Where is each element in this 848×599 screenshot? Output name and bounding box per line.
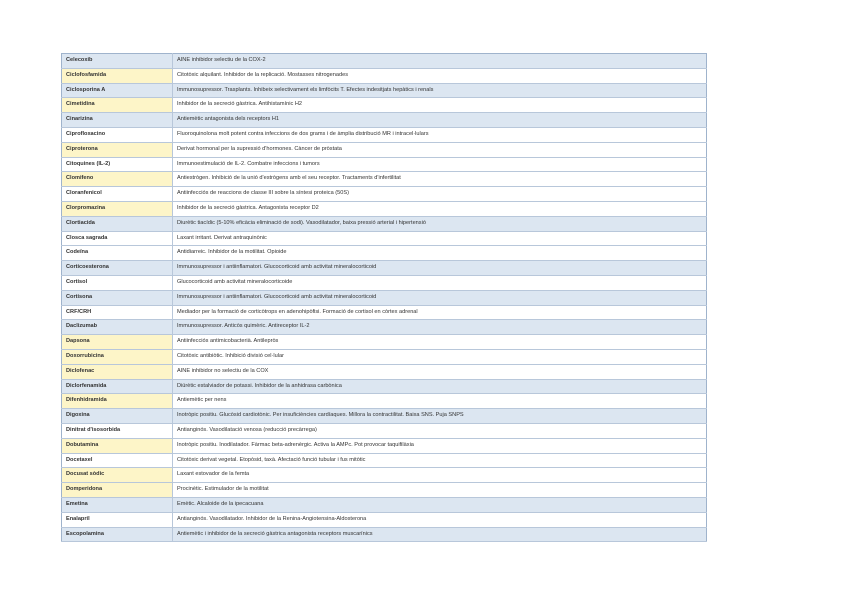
table-row bbox=[62, 201, 707, 216]
drug-name-cell: Cortisol bbox=[62, 275, 173, 290]
drug-description-cell: Diürètic estalviador de potassi. Inhibidor de la anhidrasa carbònica bbox=[173, 379, 707, 394]
drug-name-cell: Cimetidina bbox=[62, 98, 173, 113]
drug-name-cell: Ciclosporina A bbox=[62, 83, 173, 98]
drug-table bbox=[61, 53, 707, 542]
table-row bbox=[62, 335, 707, 350]
drug-description-cell: Citotòxic alquilant. Inhibidor de la replicació. Mostasses nitrogenades bbox=[173, 68, 707, 83]
drug-name-cell: Clortiacida bbox=[62, 216, 173, 231]
drug-description-cell: Emètic. Alcaloide de la ipecacuana bbox=[173, 497, 707, 512]
table-row bbox=[62, 187, 707, 202]
drug-table-body bbox=[62, 54, 707, 542]
drug-name-cell: Dobutamina bbox=[62, 438, 173, 453]
drug-description-cell: Inhibidor de la secreció gàstrica. Antagonista receptor D2 bbox=[173, 201, 707, 216]
table-row bbox=[62, 261, 707, 276]
drug-description-cell: Antiestrògen. Inhibició de la unió d'estrògens amb el seu receptor. Tractaments d'infertilitat bbox=[173, 172, 707, 187]
drug-name-cell: Doxorrubicina bbox=[62, 349, 173, 364]
drug-description-cell: Antidiarreic. Inhibidor de la motilitat. Opioide bbox=[173, 246, 707, 261]
drug-description-cell: Derivat hormonal per la supressió d'hormones. Càncer de pròstata bbox=[173, 142, 707, 157]
table-row bbox=[62, 54, 707, 69]
drug-name-cell: Emetina bbox=[62, 497, 173, 512]
drug-description-cell: Mediador per la formació de corticòtrops en adenohipòfisi. Formació de cortisol en còrtex adrenal bbox=[173, 305, 707, 320]
drug-name-cell: Escopolamina bbox=[62, 527, 173, 542]
drug-description-cell: Fluoroquinolona molt potent contra infeccions de dos grams i de àmplia distribució MR i intracel·lulars bbox=[173, 127, 707, 142]
table-row bbox=[62, 438, 707, 453]
table-row bbox=[62, 127, 707, 142]
table-row bbox=[62, 394, 707, 409]
drug-name-cell: Difenhidramida bbox=[62, 394, 173, 409]
drug-description-cell: Inotròpic positiu. Inodilatador. Fàrmac beta-adrenèrgic. Activa la AMPc. Pot provocar taquifilàxia bbox=[173, 438, 707, 453]
table-row bbox=[62, 83, 707, 98]
drug-name-cell: Digoxina bbox=[62, 409, 173, 424]
table-row bbox=[62, 157, 707, 172]
drug-description-cell: Antianginós. Vasodilatador. Inhibidor de la Renina-Angiotensina-Aldosterona bbox=[173, 512, 707, 527]
drug-description-cell: Citotòxic derivat vegetal. Etopòsid, taxà. Afectació funció tubular i fus mitòtic bbox=[173, 453, 707, 468]
table-row bbox=[62, 320, 707, 335]
drug-name-cell: Docetaxel bbox=[62, 453, 173, 468]
drug-name-cell: Closca sagrada bbox=[62, 231, 173, 246]
table-row bbox=[62, 231, 707, 246]
drug-description-cell: Immunosupressor i antiinflamatori. Glucocorticoid amb activitat mineralocorticoid bbox=[173, 261, 707, 276]
drug-description-cell: Laxant estovador de la femta bbox=[173, 468, 707, 483]
table-row bbox=[62, 68, 707, 83]
table-row bbox=[62, 379, 707, 394]
drug-name-cell: Ciprofloxacino bbox=[62, 127, 173, 142]
drug-name-cell: Celecoxib bbox=[62, 54, 173, 69]
drug-name-cell: Ciproterona bbox=[62, 142, 173, 157]
drug-name-cell: Clorpromazina bbox=[62, 201, 173, 216]
drug-description-cell: Antiemètic per nens bbox=[173, 394, 707, 409]
drug-description-cell: Inotròpic positiu. Glucòsid cardiotònic. Per insuficiències cardíaques. Millora la contractilitat. Baixa SNS. Puja SNPS bbox=[173, 409, 707, 424]
table-row bbox=[62, 305, 707, 320]
table-row bbox=[62, 349, 707, 364]
table-row bbox=[62, 142, 707, 157]
table-row bbox=[62, 364, 707, 379]
drug-description-cell: Immunosupressor. Trasplants. Inhibeix selectivament els limfòcits T. Efectes indesitjats hepàtics i renals bbox=[173, 83, 707, 98]
drug-name-cell: Daclizumab bbox=[62, 320, 173, 335]
drug-description-cell: Inhibidor de la secreció gàstrica. Antihistamínic H2 bbox=[173, 98, 707, 113]
table-row bbox=[62, 290, 707, 305]
drug-description-cell: Glucocorticoid amb activitat mineralocorticoide bbox=[173, 275, 707, 290]
drug-name-cell: Codeïna bbox=[62, 246, 173, 261]
table-row bbox=[62, 246, 707, 261]
drug-name-cell: Corticoesterona bbox=[62, 261, 173, 276]
drug-description-cell: Antiinfecciós antimicobacterià. Antilepròs bbox=[173, 335, 707, 350]
table-row bbox=[62, 172, 707, 187]
table-row bbox=[62, 275, 707, 290]
drug-description-cell: Immunosupressor i antiinflamatori. Glucocorticoid amb activitat mineralocorticoid bbox=[173, 290, 707, 305]
drug-description-cell: Immunosupressor. Anticòs quimèric. Antireceptor IL-2 bbox=[173, 320, 707, 335]
table-row bbox=[62, 483, 707, 498]
table-row bbox=[62, 423, 707, 438]
drug-name-cell: Cortisona bbox=[62, 290, 173, 305]
drug-description-cell: Antiemètic antagonista dels receptors H1 bbox=[173, 113, 707, 128]
drug-name-cell: Citoquines (IL-2) bbox=[62, 157, 173, 172]
drug-description-cell: Antiemètic i inhibidor de la secreció gàstrica antagonista receptors muscarínics bbox=[173, 527, 707, 542]
drug-description-cell: Citotòxic antibiòtic. Inhibició divisió cel·lular bbox=[173, 349, 707, 364]
drug-name-cell: Dinitrat d'isosorbida bbox=[62, 423, 173, 438]
drug-description-cell: Immunoestimulació de IL-2. Combatre infeccions i tumors bbox=[173, 157, 707, 172]
drug-description-cell: AINE inhibidor selectiu de la COX-2 bbox=[173, 54, 707, 69]
table-row bbox=[62, 113, 707, 128]
drug-name-cell: Dapsona bbox=[62, 335, 173, 350]
table-row bbox=[62, 527, 707, 542]
drug-description-cell: AINE inhibidor no selectiu de la COX bbox=[173, 364, 707, 379]
drug-description-cell: Procinètic. Estimulador de la motilitat bbox=[173, 483, 707, 498]
drug-name-cell: CRF/CRH bbox=[62, 305, 173, 320]
drug-description-cell: Antianginós. Vasodilatació venosa (reducció precàrrega) bbox=[173, 423, 707, 438]
drug-description-cell: Antiinfecciós de reaccions de classe III sobre la síntesi proteica (50S) bbox=[173, 187, 707, 202]
drug-name-cell: Domperidona bbox=[62, 483, 173, 498]
table-row bbox=[62, 216, 707, 231]
drug-name-cell: Docusat sòdic bbox=[62, 468, 173, 483]
drug-description-cell: Laxant irritant. Derivat antraquinònic bbox=[173, 231, 707, 246]
table-row bbox=[62, 409, 707, 424]
drug-name-cell: Diclofenac bbox=[62, 364, 173, 379]
drug-name-cell: Enalapril bbox=[62, 512, 173, 527]
table-row bbox=[62, 468, 707, 483]
table-row bbox=[62, 453, 707, 468]
drug-name-cell: Cloranfenicol bbox=[62, 187, 173, 202]
drug-description-cell: Diurètic tiacídic (5-10% eficàcia eliminació de sodi). Vasodilatador, baixa pressió arterial i hipertensió bbox=[173, 216, 707, 231]
drug-name-cell: Cinarizina bbox=[62, 113, 173, 128]
drug-name-cell: Ciclofosfamida bbox=[62, 68, 173, 83]
table-row bbox=[62, 497, 707, 512]
drug-name-cell: Diclorfenamida bbox=[62, 379, 173, 394]
drug-name-cell: Clomifeno bbox=[62, 172, 173, 187]
table-row bbox=[62, 512, 707, 527]
table-row bbox=[62, 98, 707, 113]
